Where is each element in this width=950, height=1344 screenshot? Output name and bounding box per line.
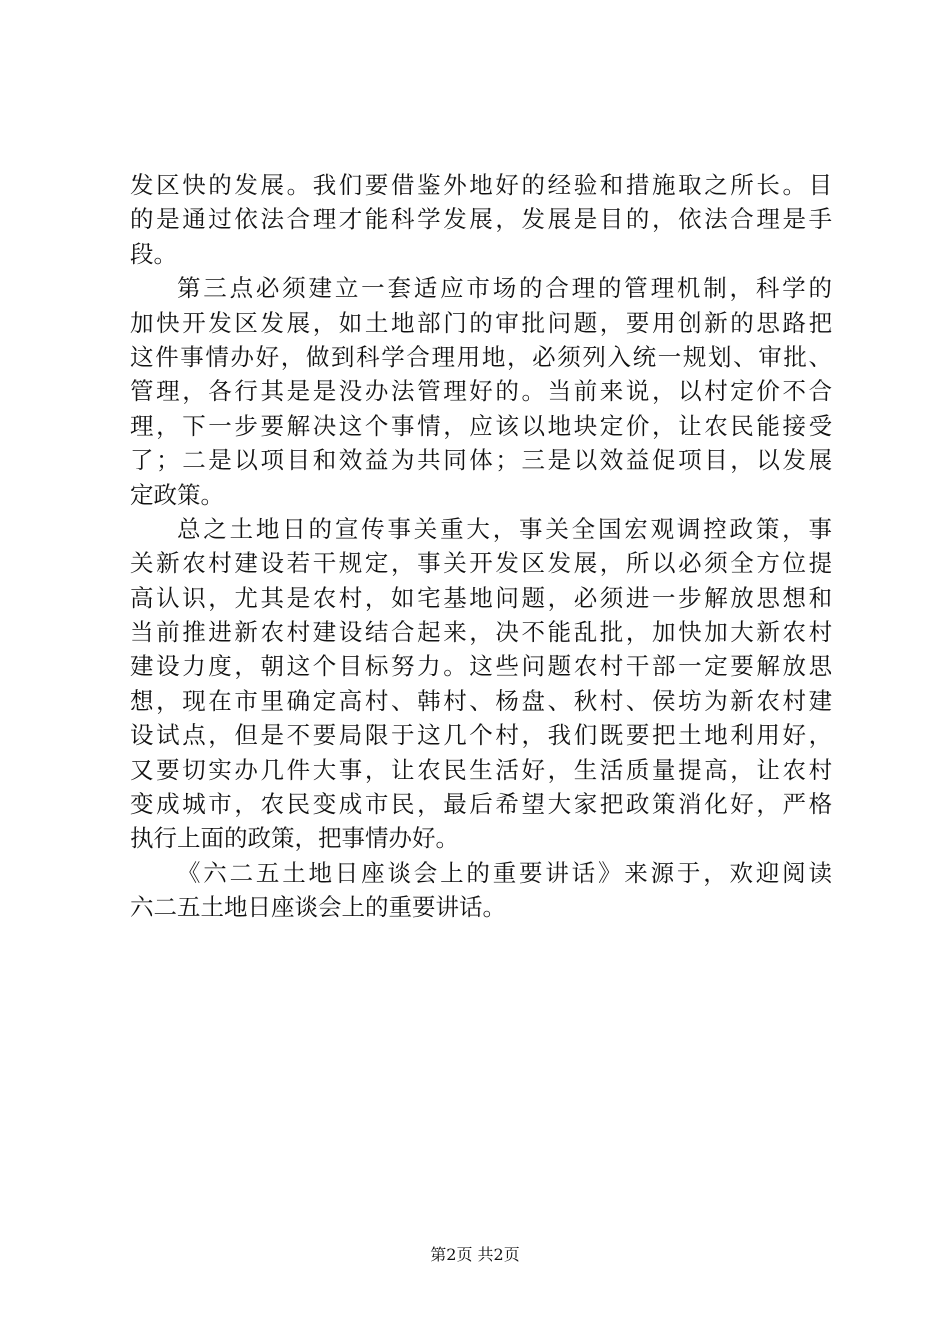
text-line: 执行上面的政策，把事情办好。 — [130, 824, 459, 853]
text-line: 定政策。 — [130, 480, 224, 509]
text-line: 了；二是以项目和效益为共同体；三是以效益促项目，以发展 — [130, 446, 835, 475]
text-line: 第三点必须建立一套适应市场的合理的管理机制，科学的 — [177, 274, 835, 303]
page-footer: 第2页 共2页 — [430, 1245, 520, 1264]
text-line: 的是通过依法合理才能科学发展，发展是目的，依法合理是手 — [130, 205, 835, 234]
text-line: 发区快的发展。我们要借鉴外地好的经验和措施取之所长。目 — [130, 171, 835, 199]
text-line: 又要切实办几件大事，让农民生活好，生活质量提高，让农村 — [130, 755, 835, 784]
text-line: 六二五土地日座谈会上的重要讲话。 — [130, 893, 506, 922]
body-text — [130, 168, 835, 925]
text-line: 加快开发区发展，如土地部门的审批问题，要用创新的思路把 — [130, 308, 835, 337]
text-line: 这件事情办好，做到科学合理用地，必须列入统一规划、审批、 — [130, 342, 834, 371]
text-line: 当前推进新农村建设结合起来，决不能乱批，加快加大新农村 — [130, 618, 835, 647]
text-line: 理，下一步要解决这个事情，应该以地块定价，让农民能接受 — [130, 411, 835, 440]
text-line: 管理，各行其是是没办法管理好的。当前来说，以村定价不合 — [130, 377, 835, 406]
text-line: 段。 — [130, 239, 177, 268]
text-line: 关新农村建设若干规定，事关开发区发展，所以必须全方位提 — [130, 549, 835, 578]
text-line: 高认识，尤其是农村，如宅基地问题，必须进一步解放思想和 — [130, 583, 835, 612]
text-line: 建设力度，朝这个目标努力。这些问题农村干部一定要解放思 — [130, 652, 835, 681]
text-line: 想，现在市里确定高村、韩村、杨盘、秋村、侯坊为新农村建 — [130, 686, 835, 715]
text-line: 《六二五土地日座谈会上的重要讲话》来源于，欢迎阅读 — [177, 858, 835, 887]
text-line: 变成城市，农民变成市民，最后希望大家把政策消化好，严格 — [130, 790, 835, 819]
text-line: 总之土地日的宣传事关重大，事关全国宏观调控政策，事 — [177, 514, 835, 543]
text-line: 设试点，但是不要局限于这几个村，我们既要把土地利用好， — [130, 721, 835, 750]
